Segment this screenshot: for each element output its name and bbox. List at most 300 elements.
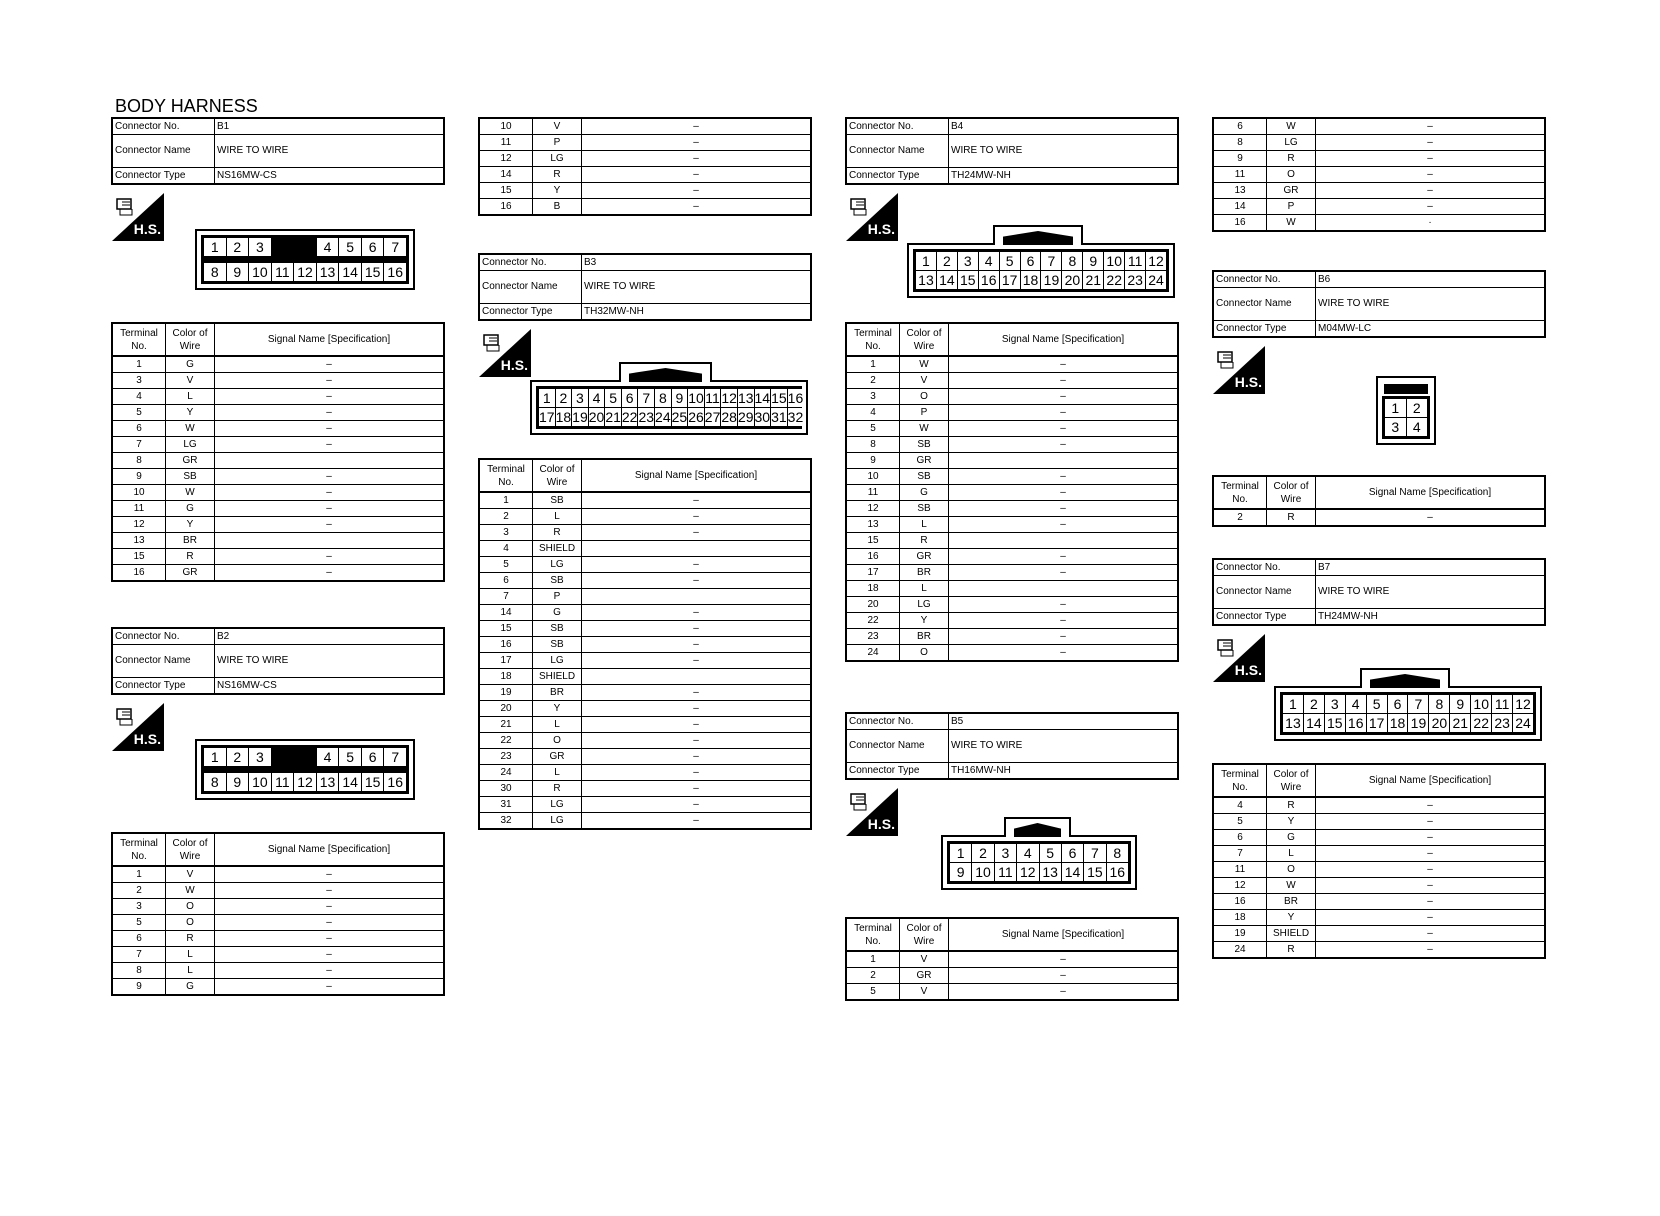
pin-21: 21	[1450, 714, 1470, 732]
wire-color: R	[900, 533, 949, 549]
info-value: B6	[1316, 271, 1546, 288]
terminal-no: 20	[846, 597, 900, 613]
pin-3: 3	[1325, 695, 1345, 713]
pin-6: 6	[1388, 695, 1408, 713]
hs-label: H.S.	[500, 357, 528, 373]
hs-icon	[846, 788, 898, 836]
signal-name: –	[949, 405, 1179, 421]
table-row	[846, 951, 1178, 968]
terminal-no: 2	[112, 883, 166, 899]
table-row	[479, 605, 811, 621]
terminal-no: 19	[1213, 926, 1267, 942]
signal-name: –	[582, 605, 812, 621]
table-row	[846, 597, 1178, 613]
table-row	[846, 453, 1178, 469]
terminal-no: 11	[1213, 167, 1267, 183]
pin-14: 14	[754, 390, 771, 406]
pin-16: 16	[787, 390, 804, 406]
connector-latch	[1360, 668, 1450, 688]
header-signal-name: Signal Name [Specification]	[949, 323, 1179, 356]
signal-name: –	[582, 653, 812, 669]
table-row	[479, 813, 811, 830]
pin-16: 16	[1107, 863, 1128, 881]
wire-color: SHIELD	[1267, 926, 1316, 942]
wire-color: O	[900, 389, 949, 405]
table-row	[846, 356, 1178, 373]
pin-12: 12	[1017, 863, 1038, 881]
pin-12: 12	[294, 773, 316, 791]
table-row	[846, 437, 1178, 453]
pin-9: 9	[1083, 252, 1103, 270]
pin-15: 15	[771, 390, 787, 406]
wire-color: V	[900, 951, 949, 968]
info-label: Connector Name	[1213, 288, 1316, 321]
wire-color: G	[900, 485, 949, 501]
terminal-no: 1	[846, 951, 900, 968]
pin-16: 16	[384, 263, 406, 281]
terminal-no: 5	[112, 915, 166, 931]
terminal-no: 16	[479, 637, 533, 653]
pin-11: 11	[1492, 695, 1512, 713]
connector-latch	[619, 362, 712, 382]
signal-name: –	[215, 389, 445, 405]
signal-name: –	[582, 733, 812, 749]
terminal-no: 11	[846, 485, 900, 501]
wire-color: L	[533, 717, 582, 733]
table-row	[1213, 509, 1545, 526]
pin-7: 7	[1084, 844, 1105, 862]
info-label: Connector Type	[1213, 321, 1316, 338]
terminal-no: 6	[1213, 118, 1267, 135]
table-row	[1213, 830, 1545, 846]
wire-color: LG	[533, 653, 582, 669]
terminal-no: 17	[846, 565, 900, 581]
wire-color: BR	[533, 685, 582, 701]
terminal-no: 5	[846, 421, 900, 437]
wire-color: R	[533, 781, 582, 797]
terminal-no: 14	[1213, 199, 1267, 215]
pin-6: 6	[1062, 844, 1083, 862]
signal-name: –	[215, 469, 445, 485]
terminal-no: 15	[479, 183, 533, 199]
terminal-no: 24	[479, 765, 533, 781]
terminal-no: 32	[479, 813, 533, 830]
wire-color: GR	[533, 749, 582, 765]
connector-latch	[1004, 817, 1071, 837]
pin-20: 20	[588, 409, 605, 425]
pin-1: 1	[950, 844, 971, 862]
wire-color: SHIELD	[533, 669, 582, 685]
info-value: WIRE TO WIRE	[215, 135, 445, 168]
wire-color: O	[533, 733, 582, 749]
info-value: B1	[215, 118, 445, 135]
table-row	[479, 118, 811, 135]
table-row	[112, 485, 444, 501]
signal-name: –	[1316, 926, 1546, 942]
pin-20: 20	[1062, 271, 1082, 289]
signal-name: –	[215, 947, 445, 963]
wire-color: SB	[533, 637, 582, 653]
info-label: Connector Type	[846, 763, 949, 780]
pin-2: 2	[227, 238, 249, 256]
terminal-no: 19	[479, 685, 533, 701]
wire-color: GR	[900, 453, 949, 469]
table-row	[112, 469, 444, 485]
terminal-no: 8	[846, 437, 900, 453]
table-row	[112, 883, 444, 899]
pin-18: 18	[1388, 714, 1408, 732]
wire-color: Y	[533, 183, 582, 199]
signal-name	[949, 453, 1179, 469]
pin-1: 1	[1385, 399, 1406, 417]
table-row	[479, 509, 811, 525]
pin-2: 2	[937, 252, 957, 270]
header-color-of-wire: Color of Wire	[166, 323, 215, 356]
signal-name: –	[582, 167, 812, 183]
table-row	[1213, 878, 1545, 894]
terminal-no: 18	[846, 581, 900, 597]
pin-2: 2	[556, 389, 572, 407]
pin-12: 12	[721, 390, 737, 406]
pin-22: 22	[621, 409, 638, 425]
header-terminal-no: Terminal No.	[846, 918, 900, 951]
pin-11: 11	[272, 263, 294, 281]
wire-color: GR	[900, 549, 949, 565]
header-terminal-no: Terminal No.	[1213, 764, 1267, 797]
pin-16: 16	[1346, 714, 1366, 732]
info-label: Connector Name	[112, 135, 215, 168]
pin-9: 9	[672, 389, 688, 407]
terminal-no: 14	[479, 167, 533, 183]
info-value: TH24MW-NH	[949, 168, 1179, 185]
pin-4: 4	[317, 238, 339, 256]
signal-name: –	[582, 797, 812, 813]
pin-21: 21	[1083, 271, 1103, 289]
wire-color: Y	[533, 701, 582, 717]
wire-color: V	[900, 373, 949, 389]
terminal-table-b1-continued	[478, 117, 812, 216]
key-block	[275, 241, 313, 259]
signal-name: –	[215, 565, 445, 582]
header-signal-name: Signal Name [Specification]	[582, 459, 812, 492]
pin-19: 19	[1408, 714, 1428, 732]
pin-30: 30	[754, 409, 771, 425]
signal-name: –	[582, 118, 812, 135]
table-row	[479, 749, 811, 765]
table-row	[479, 685, 811, 701]
terminal-no: 10	[479, 118, 533, 135]
terminal-no: 16	[846, 549, 900, 565]
wire-color: B	[533, 199, 582, 216]
info-label: Connector Type	[1213, 609, 1316, 626]
wire-color: G	[166, 356, 215, 373]
pin-22: 22	[1471, 714, 1491, 732]
wire-color: GR	[166, 453, 215, 469]
signal-name: –	[582, 621, 812, 637]
terminal-no: 13	[1213, 183, 1267, 199]
pin-12: 12	[1146, 252, 1166, 270]
wire-color: G	[533, 605, 582, 621]
pin-14: 14	[1304, 714, 1324, 732]
wire-color: Y	[1267, 814, 1316, 830]
info-value: TH16MW-NH	[949, 763, 1179, 780]
pin-3: 3	[249, 238, 271, 256]
signal-name: –	[1316, 118, 1546, 135]
table-row	[112, 565, 444, 582]
pin-11: 11	[1125, 252, 1145, 270]
wire-color: LG	[533, 797, 582, 813]
pin-6: 6	[362, 238, 384, 256]
pin-23: 23	[1125, 271, 1145, 289]
table-row	[846, 517, 1178, 533]
signal-name: –	[1316, 797, 1546, 814]
terminal-no: 6	[1213, 830, 1267, 846]
hs-icon	[112, 703, 164, 751]
table-row	[1213, 135, 1545, 151]
info-value: WIRE TO WIRE	[582, 271, 812, 304]
signal-name	[582, 589, 812, 605]
signal-name: –	[215, 915, 445, 931]
signal-name: –	[582, 765, 812, 781]
table-row	[846, 469, 1178, 485]
pin-14: 14	[339, 263, 361, 281]
table-row	[479, 653, 811, 669]
table-row	[112, 389, 444, 405]
signal-name: –	[215, 405, 445, 421]
info-label: Connector No.	[112, 628, 215, 645]
header-terminal-no: Terminal No.	[1213, 476, 1267, 509]
terminal-no: 9	[1213, 151, 1267, 167]
terminal-no: 3	[479, 525, 533, 541]
terminal-no: 23	[479, 749, 533, 765]
terminal-no: 21	[479, 717, 533, 733]
info-value: NS16MW-CS	[215, 678, 445, 695]
table-row	[112, 356, 444, 373]
pin-13: 13	[317, 263, 339, 281]
table-row	[479, 589, 811, 605]
terminal-no: 7	[1213, 846, 1267, 862]
wire-color: L	[166, 947, 215, 963]
info-label: Connector No.	[1213, 271, 1316, 288]
terminal-no: 15	[479, 621, 533, 637]
terminal-no: 6	[479, 573, 533, 589]
header-signal-name: Signal Name [Specification]	[1316, 476, 1546, 509]
pin-11: 11	[995, 863, 1016, 881]
pin-16: 16	[384, 773, 406, 791]
table-row	[112, 533, 444, 549]
pin-10: 10	[249, 263, 271, 281]
pin-4: 4	[1017, 844, 1038, 862]
signal-name	[215, 533, 445, 549]
pin-13: 13	[1040, 863, 1061, 881]
terminal-table-b5-continued	[1212, 117, 1546, 232]
pin-6: 6	[622, 389, 638, 407]
info-label: Connector Name	[1213, 576, 1316, 609]
info-label: Connector Type	[112, 168, 215, 185]
signal-name: –	[582, 557, 812, 573]
connector-face-b3	[530, 380, 808, 435]
wire-color: R	[533, 167, 582, 183]
terminal-table-b5	[845, 917, 1179, 1001]
table-row	[112, 517, 444, 533]
wire-color: W	[166, 883, 215, 899]
pin-6: 6	[362, 748, 384, 766]
wire-color: G	[166, 979, 215, 996]
page-title: BODY HARNESS	[115, 96, 258, 116]
wire-color: LG	[1267, 135, 1316, 151]
signal-name: ·	[1316, 215, 1546, 232]
wire-color: V	[900, 984, 949, 1001]
signal-name: –	[1316, 509, 1546, 526]
pin-12: 12	[1513, 695, 1533, 713]
pin-5: 5	[339, 238, 361, 256]
pin-4: 4	[317, 748, 339, 766]
table-row	[112, 549, 444, 565]
hs-label: H.S.	[1234, 662, 1262, 678]
info-label: Connector No.	[479, 254, 582, 271]
info-label: Connector Type	[479, 304, 582, 321]
connector-info-b7	[1212, 558, 1546, 626]
signal-name: –	[949, 951, 1179, 968]
info-label: Connector Name	[479, 271, 582, 304]
wire-color: L	[166, 389, 215, 405]
wire-color: R	[166, 931, 215, 947]
pin-9: 9	[950, 863, 971, 881]
pin-7: 7	[1041, 252, 1061, 270]
terminal-no: 12	[846, 501, 900, 517]
pin-21: 21	[605, 409, 621, 425]
signal-name: –	[582, 781, 812, 797]
pin-18: 18	[555, 409, 572, 425]
table-row	[1213, 797, 1545, 814]
terminal-no: 17	[479, 653, 533, 669]
terminal-no: 10	[112, 485, 166, 501]
info-value: WIRE TO WIRE	[949, 135, 1179, 168]
pin-4: 4	[589, 389, 605, 407]
pin-11: 11	[272, 773, 294, 791]
terminal-no: 4	[479, 541, 533, 557]
table-row	[479, 701, 811, 717]
terminal-no: 4	[1213, 797, 1267, 814]
signal-name: –	[582, 813, 812, 830]
terminal-no: 14	[479, 605, 533, 621]
table-row	[112, 501, 444, 517]
wire-color: Y	[900, 613, 949, 629]
header-signal-name: Signal Name [Specification]	[215, 323, 445, 356]
pin-10: 10	[1104, 252, 1124, 270]
pin-15: 15	[1084, 863, 1105, 881]
table-row	[479, 199, 811, 216]
table-row	[479, 765, 811, 781]
wire-color: V	[166, 373, 215, 389]
wire-color: V	[166, 866, 215, 883]
wire-color: SB	[900, 437, 949, 453]
connector-info-b5	[845, 712, 1179, 780]
signal-name: –	[949, 373, 1179, 389]
pin-23: 23	[638, 409, 655, 425]
table-row	[846, 645, 1178, 662]
signal-name: –	[582, 151, 812, 167]
pin-5: 5	[605, 389, 621, 407]
pin-1: 1	[204, 748, 226, 766]
key-block	[275, 751, 313, 769]
pin-9: 9	[227, 773, 249, 791]
table-row	[1213, 151, 1545, 167]
signal-name: –	[582, 701, 812, 717]
pin-22: 22	[1104, 271, 1124, 289]
pin-15: 15	[958, 271, 978, 289]
header-color-of-wire: Color of Wire	[900, 918, 949, 951]
signal-name: –	[1316, 135, 1546, 151]
terminal-no: 22	[479, 733, 533, 749]
wire-color: R	[1267, 509, 1316, 526]
table-row	[479, 135, 811, 151]
pin-14: 14	[339, 773, 361, 791]
info-value: TH32MW-NH	[582, 304, 812, 321]
pin-27: 27	[704, 409, 721, 425]
signal-name: –	[949, 597, 1179, 613]
info-label: Connector Name	[112, 645, 215, 678]
pin-15: 15	[362, 263, 384, 281]
pin-12: 12	[294, 263, 316, 281]
pin-2: 2	[227, 748, 249, 766]
connector-info-b6	[1212, 270, 1546, 338]
connector-face-b5	[941, 835, 1137, 890]
terminal-no: 30	[479, 781, 533, 797]
terminal-no: 16	[479, 199, 533, 216]
signal-name	[582, 669, 812, 685]
wire-color: P	[533, 589, 582, 605]
table-row	[479, 733, 811, 749]
info-label: Connector No.	[1213, 559, 1316, 576]
pin-5: 5	[339, 748, 361, 766]
terminal-no: 8	[112, 963, 166, 979]
terminal-no: 24	[1213, 942, 1267, 959]
pin-24: 24	[1513, 714, 1533, 732]
pin-28: 28	[721, 409, 737, 425]
table-row	[1213, 118, 1545, 135]
signal-name: –	[1316, 846, 1546, 862]
pin-10: 10	[972, 863, 993, 881]
pin-29: 29	[737, 409, 754, 425]
pin-8: 8	[1062, 252, 1082, 270]
terminal-no: 5	[479, 557, 533, 573]
header-terminal-no: Terminal No.	[846, 323, 900, 356]
terminal-no: 1	[479, 492, 533, 509]
terminal-no: 4	[846, 405, 900, 421]
pin-9: 9	[227, 263, 249, 281]
terminal-no: 13	[846, 517, 900, 533]
table-row	[846, 421, 1178, 437]
signal-name: –	[949, 437, 1179, 453]
signal-name: –	[1316, 910, 1546, 926]
terminal-no: 7	[112, 437, 166, 453]
pin-17: 17	[1000, 271, 1020, 289]
signal-name: –	[949, 421, 1179, 437]
terminal-no: 5	[1213, 814, 1267, 830]
terminal-no: 7	[479, 589, 533, 605]
info-label: Connector Type	[112, 678, 215, 695]
table-row	[112, 915, 444, 931]
terminal-no: 1	[112, 356, 166, 373]
table-row	[479, 541, 811, 557]
table-row	[1213, 942, 1545, 959]
signal-name: –	[215, 963, 445, 979]
connector-face-b7	[1274, 686, 1542, 741]
table-row	[1213, 846, 1545, 862]
signal-name: –	[582, 525, 812, 541]
terminal-no: 12	[112, 517, 166, 533]
